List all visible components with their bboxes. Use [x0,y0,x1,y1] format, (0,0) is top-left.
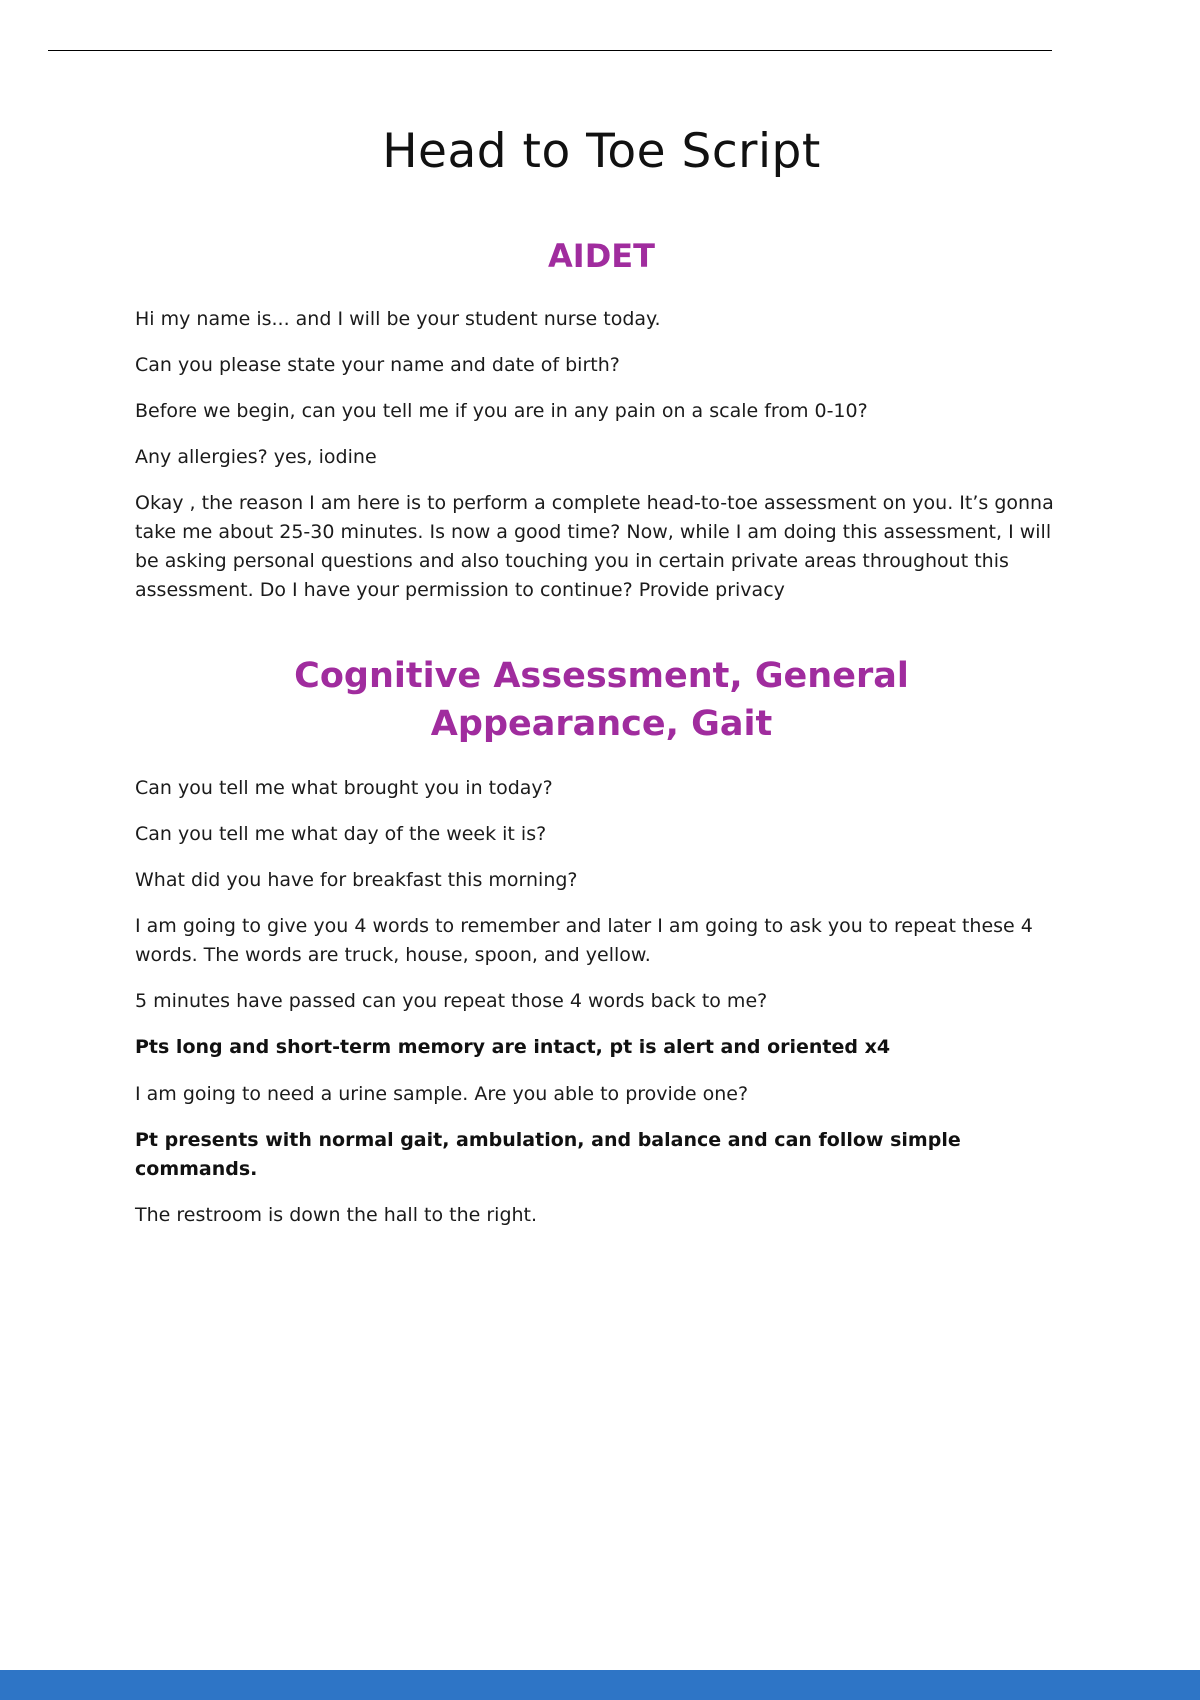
page-title: Head to Toe Script [382,124,821,179]
paragraph: Before we begin, can you tell me if you are in any pain on a scale from 0-10? [135,400,868,423]
paragraph: I am going to need a urine sample. Are you able to provide one? [135,1082,749,1105]
top-divider-line [48,50,1052,51]
paragraph: Any allergies? yes, iodine [135,446,377,469]
paragraph: The restroom is down the hall to the right. [135,1203,538,1226]
paragraph-bold-finding: Pts long and short-term memory are intact, pt is alert and oriented x4 [135,1036,891,1059]
paragraph: Can you please state your name and date of birth? [135,354,620,377]
paragraph: What did you have for breakfast this morning? [135,869,578,892]
section-heading-aidet: AIDET [548,237,655,275]
bottom-blue-bar [0,1670,1200,1700]
paragraph: Hi my name is... and I will be your student nurse today. [135,308,661,330]
paragraph: Can you tell me what day of the week it is? [135,823,547,846]
paragraph: 5 minutes have passed can you repeat those 4 words back to me? [135,990,768,1013]
paragraph: I am going to give you 4 words to remember and later I am going to ask you to repeat these 4 words. The words are truck, house, spoon, and yellow. [135,915,1033,967]
paragraph: Okay , the reason I am here is to perform a complete head-to-toe assessment on you. It’s gonna take me about 25-30 minutes. Is now a good time? Now, while I am doing this assessment, I will be asking personal questions and also touching you in certain private areas throughout this assessment. Do I have your permission to continue? Provide privacy [135,492,1054,602]
section-heading-cognitive-assessment: Cognitive Assessment, General Appearance, Gait [294,655,909,744]
paragraph-bold-finding: Pt presents with normal gait, ambulation, and balance and can follow simple commands. [135,1128,961,1180]
paragraph: Can you tell me what brought you in today? [135,777,553,800]
